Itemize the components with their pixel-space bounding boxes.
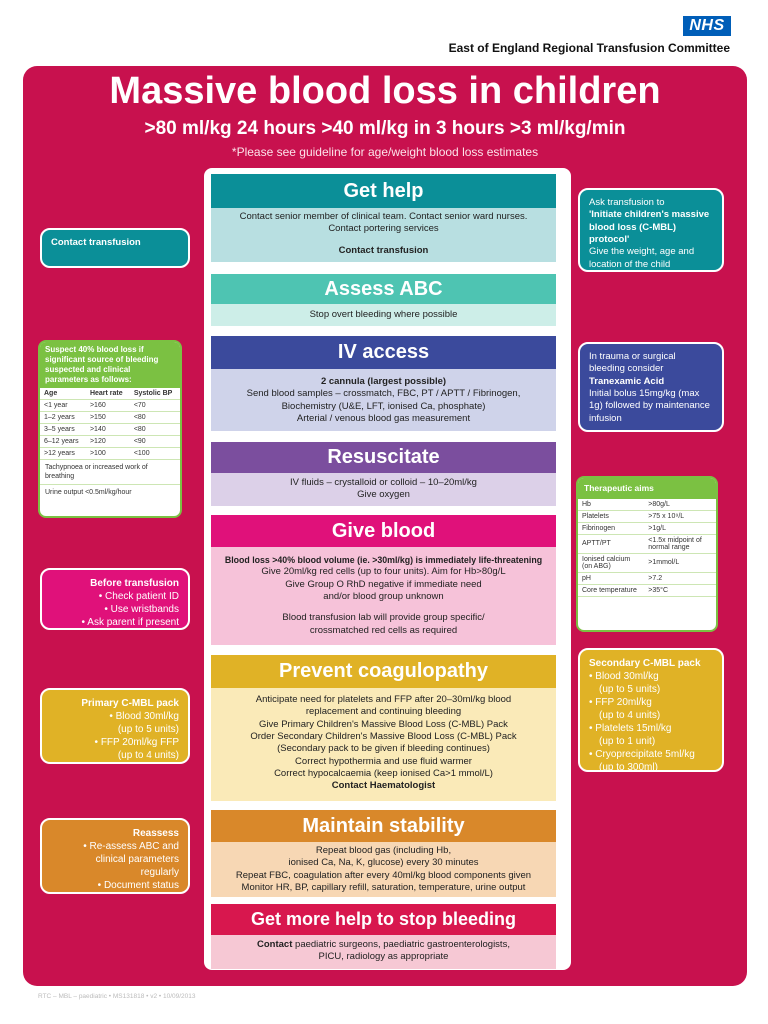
step-text: Blood transfusion lab will provide group specific/ xyxy=(282,612,485,624)
step-text: Contact senior member of clinical team. Contact senior ward nurses. xyxy=(239,211,528,222)
callout-before-transfusion xyxy=(40,568,190,630)
step-text: crossmatched red cells as required xyxy=(309,624,458,636)
table-cell: Core temperature xyxy=(578,584,644,596)
callout-text: Contact transfusion xyxy=(51,237,141,248)
callout-text: (up to 4 units) xyxy=(599,710,661,721)
table-cell: <90 xyxy=(130,436,180,448)
vitals-note: Tachypnoea or increased work of breathing xyxy=(40,460,180,485)
callout-primary-pack xyxy=(40,688,190,764)
step-body xyxy=(211,842,556,897)
step-text: replacement and continuing bleeding xyxy=(305,706,462,718)
callout-text: clinical parameters xyxy=(95,854,179,865)
table-cell: >140 xyxy=(86,424,130,436)
table-row xyxy=(40,424,180,436)
table-header-cell: Systolic BP xyxy=(130,388,180,400)
page-subtitle: >80 ml/kg 24 hours >40 ml/kg in 3 hours >3 ml/kg/min xyxy=(144,118,626,139)
step-body xyxy=(211,208,556,242)
table-cell: <1.5x midpoint of normal range xyxy=(644,534,716,553)
callout-text: Give the weight, age and location of the child xyxy=(589,246,695,270)
step-text: Give Group O RhD negative if immediate need xyxy=(285,578,482,590)
callout-reassess xyxy=(40,818,190,894)
step-maintain-stability xyxy=(211,810,556,897)
table-row xyxy=(578,572,716,584)
step-text xyxy=(217,939,550,951)
table-cell: Ionised calcium (on ABG) xyxy=(578,553,644,572)
table-row xyxy=(578,522,716,534)
callout-text: Ask transfusion to xyxy=(589,197,665,208)
table-cell: <80 xyxy=(130,412,180,424)
callout-text: In trauma or surgical bleeding consider xyxy=(589,351,676,375)
step-text: PICU, radiology as appropriate xyxy=(318,951,449,963)
callout-title: Secondary C-MBL pack xyxy=(589,658,701,669)
callout-text: (up to 5 units) xyxy=(117,724,179,735)
step-text: and/or blood group unknown xyxy=(323,591,444,603)
table-header-cell: Age xyxy=(40,388,86,400)
step-text: Correct hypocalcaemia (keep ionised Ca>1 mmol/L) xyxy=(274,768,493,780)
step-give-blood xyxy=(211,515,556,645)
table-cell: 3–5 years xyxy=(40,424,86,436)
callout-text: (up to 1 unit) xyxy=(599,736,656,747)
step-resuscitate xyxy=(211,442,556,506)
page-title: Massive blood loss in children xyxy=(109,70,661,112)
step-title: Prevent coagulopathy xyxy=(211,655,556,688)
step-text: Contact portering services xyxy=(328,223,439,235)
callout-text: (up to 4 units) xyxy=(117,750,179,761)
therapeutic-aims-box xyxy=(576,476,718,632)
table-cell: >150 xyxy=(86,412,130,424)
step-text: Blood loss >40% blood volume (ie. >30ml/kg) is immediately life-threatening xyxy=(224,555,543,565)
guideline-note: *Please see guideline for age/weight blood loss estimates xyxy=(231,145,539,159)
step-text: Stop overt bleeding where possible xyxy=(211,304,556,326)
table-cell: <1 year xyxy=(40,400,86,412)
step-text: ionised Ca, Na, K, glucose) every 30 minutes xyxy=(288,857,479,869)
step-title: Resuscitate xyxy=(211,442,556,473)
step-text: Anticipate need for platelets and FFP after 20–30ml/kg blood xyxy=(255,694,512,705)
table-cell: >1g/L xyxy=(644,522,716,534)
table-cell: <80 xyxy=(130,424,180,436)
callout-ask-transfusion xyxy=(578,188,724,272)
footer-reference: RTC – MBL – paediatric • MS131818 • v2 • 10/09/2013 xyxy=(38,993,196,1000)
step-text: Give oxygen xyxy=(357,489,410,501)
aims-heading: Therapeutic aims xyxy=(578,478,716,499)
table-cell: 1–2 years xyxy=(40,412,86,424)
callout-text: • Check patient ID xyxy=(98,591,179,602)
callout-text: Tranexamic Acid xyxy=(589,375,665,387)
callout-text: • Blood 30ml/kg xyxy=(109,711,179,722)
aims-table xyxy=(578,499,716,597)
step-text: Correct hypothermia and use fluid warmer xyxy=(295,755,472,767)
callout-text: Initial bolus 15mg/kg (max 1g) followed by maintenance infusion xyxy=(589,388,710,424)
table-cell: pH xyxy=(578,572,644,584)
step-title: Get more help to stop bleeding xyxy=(211,904,556,935)
step-get-more-help xyxy=(211,904,556,969)
step-body xyxy=(211,935,556,969)
table-row xyxy=(40,448,180,460)
table-cell: >100 xyxy=(86,448,130,460)
table-cell: Fibrinogen xyxy=(578,522,644,534)
table-cell: >35°C xyxy=(644,584,716,596)
table-row xyxy=(40,436,180,448)
step-prevent-coagulopathy xyxy=(211,655,556,801)
table-cell: Hb xyxy=(578,499,644,511)
callout-text: • Cryoprecipitate 5ml/kg xyxy=(589,749,695,760)
step-text: paediatric surgeons, paediatric gastroenterologists, xyxy=(292,939,510,950)
table-cell: 6–12 years xyxy=(40,436,86,448)
table-row xyxy=(578,553,716,572)
table-cell: >160 xyxy=(86,400,130,412)
table-cell: >1mmol/L xyxy=(644,553,716,572)
step-title: Assess ABC xyxy=(211,274,556,304)
organisation-name: East of England Regional Transfusion Committee xyxy=(448,41,730,55)
table-cell: APTT/PT xyxy=(578,534,644,553)
callout-text: • FFP 20ml/kg FFP xyxy=(94,737,179,748)
table-cell: <100 xyxy=(130,448,180,460)
step-text: Give Primary Children's Massive Blood Loss (C-MBL) Pack xyxy=(259,718,508,730)
table-cell: >7.2 xyxy=(644,572,716,584)
callout-text: • Use wristbands xyxy=(104,604,179,615)
table-cell: >80g/L xyxy=(644,499,716,511)
callout-title: Primary C-MBL pack xyxy=(81,698,179,709)
table-row xyxy=(578,584,716,596)
step-text: Contact transfusion xyxy=(211,242,556,262)
table-cell: >12 years xyxy=(40,448,86,460)
table-cell: <70 xyxy=(130,400,180,412)
callout-text: • Blood 30ml/kg xyxy=(589,671,659,682)
table-row xyxy=(40,412,180,424)
vitals-criteria-box xyxy=(38,340,182,518)
step-title: Get help xyxy=(211,174,556,208)
callout-tranexamic-acid xyxy=(578,342,724,432)
table-row xyxy=(578,510,716,522)
step-title: Maintain stability xyxy=(211,810,556,842)
step-text: Biochemistry (U&E, LFT, ionised Ca, phosphate) xyxy=(281,400,486,412)
step-body xyxy=(211,547,556,645)
callout-text: • Re-assess ABC and xyxy=(83,841,179,852)
callout-text: • FFP 20ml/kg xyxy=(589,697,652,708)
callout-contact-transfusion xyxy=(40,228,190,268)
step-body xyxy=(211,688,556,801)
callout-title: Before transfusion xyxy=(90,578,179,589)
callout-text: • Platelets 15ml/kg xyxy=(589,723,672,734)
step-text: (Secondary pack to be given if bleeding continues) xyxy=(277,743,490,755)
step-text-bold: Contact xyxy=(257,939,293,950)
step-text: Give 20ml/kg red cells (up to four units). Aim for Hb>80g/L xyxy=(261,566,506,578)
step-text: Contact Haematologist xyxy=(331,780,436,792)
vitals-note: Urine output <0.5ml/kg/hour xyxy=(45,489,132,497)
step-text: Order Secondary Children's Massive Blood Loss (C-MBL) Pack xyxy=(250,731,517,743)
step-get-help xyxy=(211,174,556,262)
step-text: Monitor HR, BP, capillary refill, saturation, temperature, urine output xyxy=(241,882,526,894)
nhs-logo: NHS xyxy=(683,16,731,36)
table-cell: >120 xyxy=(86,436,130,448)
step-text: Repeat FBC, coagulation after every 40ml/kg blood components given xyxy=(235,869,532,881)
callout-text: (up to 5 units) xyxy=(599,684,661,695)
vitals-heading: Suspect 40% blood loss if significant source of bleeding suspected and clinical parameters as follows: xyxy=(40,342,180,388)
table-header-row xyxy=(40,388,180,400)
step-title: Give blood xyxy=(211,515,556,547)
step-text: IV fluids – crystalloid or colloid – 10–20ml/kg xyxy=(290,477,477,488)
callout-secondary-pack xyxy=(578,648,724,772)
table-row xyxy=(578,499,716,511)
step-text: 2 cannula (largest possible) xyxy=(320,376,447,387)
step-title: IV access xyxy=(211,336,556,369)
callout-text: 'Initiate children's massive blood loss (C-MBL) protocol' xyxy=(589,209,710,246)
callout-text: (up to 300ml) xyxy=(599,762,658,773)
table-cell: >75 x 10⁹/L xyxy=(644,510,716,522)
step-text: Send blood samples – crossmatch, FBC, PT / APTT / Fibrinogen, xyxy=(246,388,521,400)
callout-text: regularly xyxy=(140,867,179,878)
callout-text: • Ask parent if present xyxy=(81,617,179,628)
table-cell: Platelets xyxy=(578,510,644,522)
table-header-cell: Heart rate xyxy=(86,388,130,400)
callout-text: • Document status xyxy=(97,880,179,891)
step-text: Arterial / venous blood gas measurement xyxy=(296,413,471,425)
step-text: Repeat blood gas (including Hb, xyxy=(315,845,452,856)
step-iv-access xyxy=(211,336,556,431)
step-assess-abc xyxy=(211,274,556,326)
step-body xyxy=(211,473,556,506)
table-row xyxy=(40,400,180,412)
step-body xyxy=(211,369,556,431)
table-row xyxy=(578,534,716,553)
vitals-table xyxy=(40,388,180,460)
callout-title: Reassess xyxy=(132,828,179,839)
